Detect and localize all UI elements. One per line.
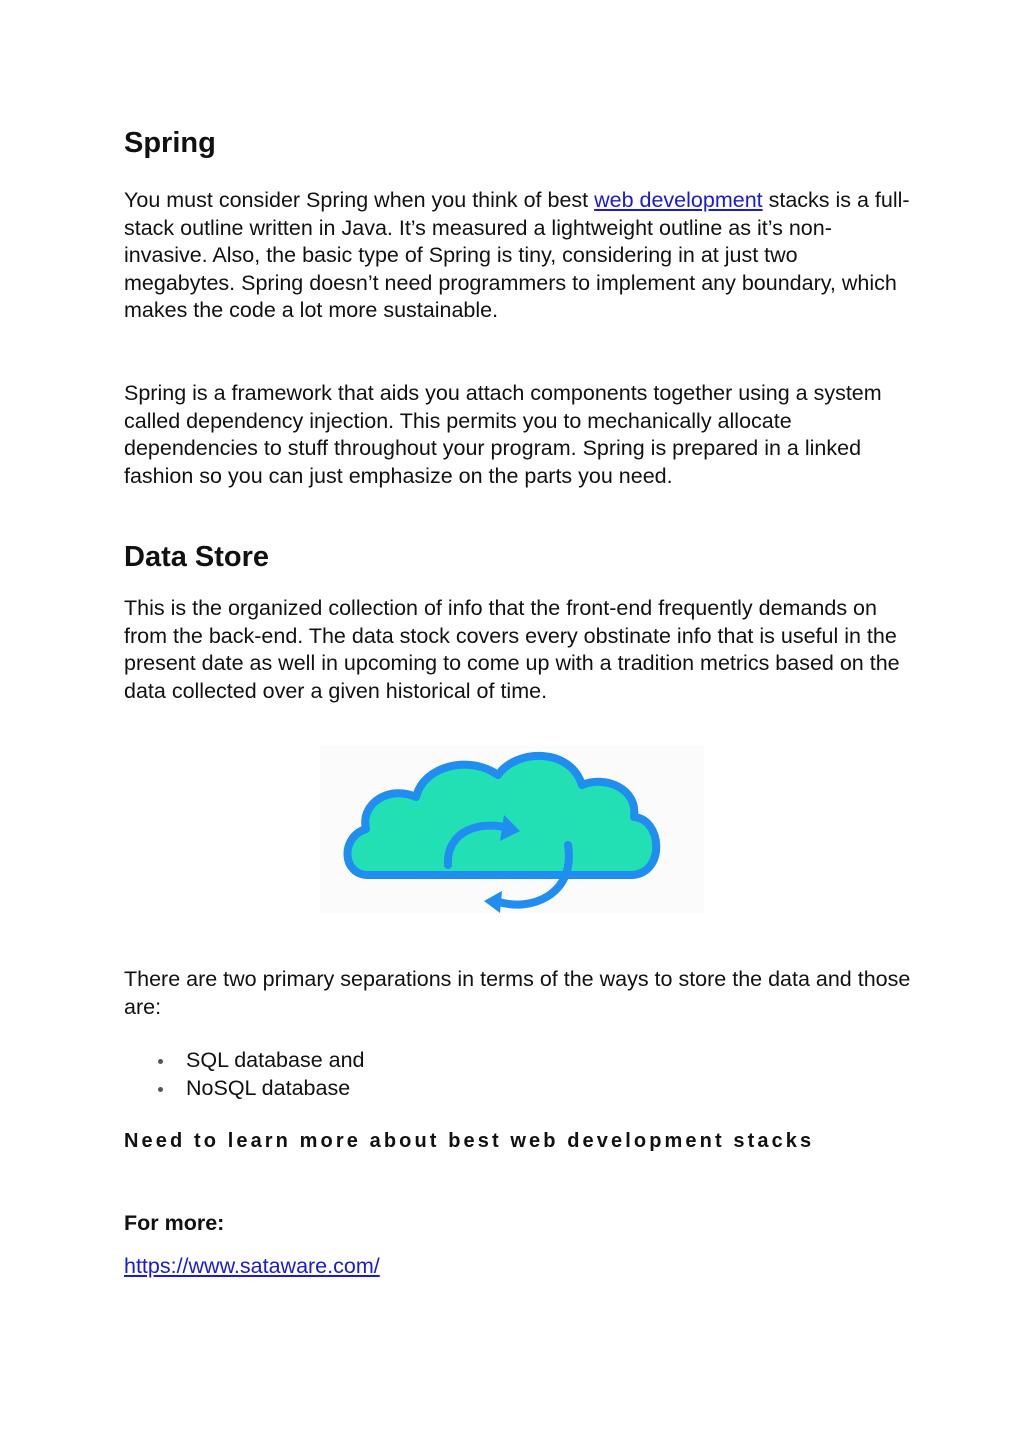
paragraph-text: You must consider Spring when you think of best — [124, 188, 595, 212]
for-more-label: For more: — [124, 1211, 225, 1235]
separations-paragraph: There are two primary separations in terms of the ways to store the data and those are: — [124, 967, 911, 1019]
section-heading-spring: Spring — [124, 127, 216, 159]
sync-arrowhead-lower — [484, 891, 502, 913]
spring-paragraph-1 — [124, 187, 914, 325]
paragraph-text: stacks is a full-stack outline written in Java. It’s measured a lightweight outline as it’s non-invasive. Also, the basic type of Spring is tiny, considering in at just two megabytes. Spring doesn’t need programmers to implement any boundary, which makes the code a lot more sustainable. — [124, 188, 910, 323]
list-item-text: NoSQL database — [186, 1075, 351, 1100]
list-item — [124, 1075, 365, 1103]
section-heading-data-store: Data Store — [124, 541, 270, 573]
cloud-shape — [347, 756, 656, 875]
storage-type-list — [124, 1047, 365, 1102]
site-link-line — [124, 1252, 380, 1280]
list-item-text: SQL database and — [186, 1048, 365, 1072]
data-store-paragraph: This is the organized collection of info that the front-end frequently demands on from the back-end. The data stock covers every obstinate info that is useful in the present date as well in upcoming to come up with a tradition metrics based on the data collected over a given historical of time. — [124, 596, 900, 703]
web-development-link[interactable]: web development — [594, 188, 763, 212]
cloud-sync-image — [320, 745, 704, 913]
bullet-icon — [158, 1087, 163, 1092]
spring-paragraph-2: Spring is a framework that aids you attach components together using a system called dependency injection. This permits you to mechanically allocate dependencies to stuff throughout your program. Spring is prepared in a linked fashion so you can just emphasize on the parts you need. — [124, 381, 882, 488]
cloud-sync-icon — [320, 745, 704, 913]
list-item — [124, 1047, 365, 1075]
sataware-link[interactable]: https://www.sataware.com/ — [124, 1254, 380, 1278]
learn-more-heading: Need to learn more about best web development stacks — [124, 1130, 815, 1152]
bullet-icon — [158, 1059, 163, 1064]
